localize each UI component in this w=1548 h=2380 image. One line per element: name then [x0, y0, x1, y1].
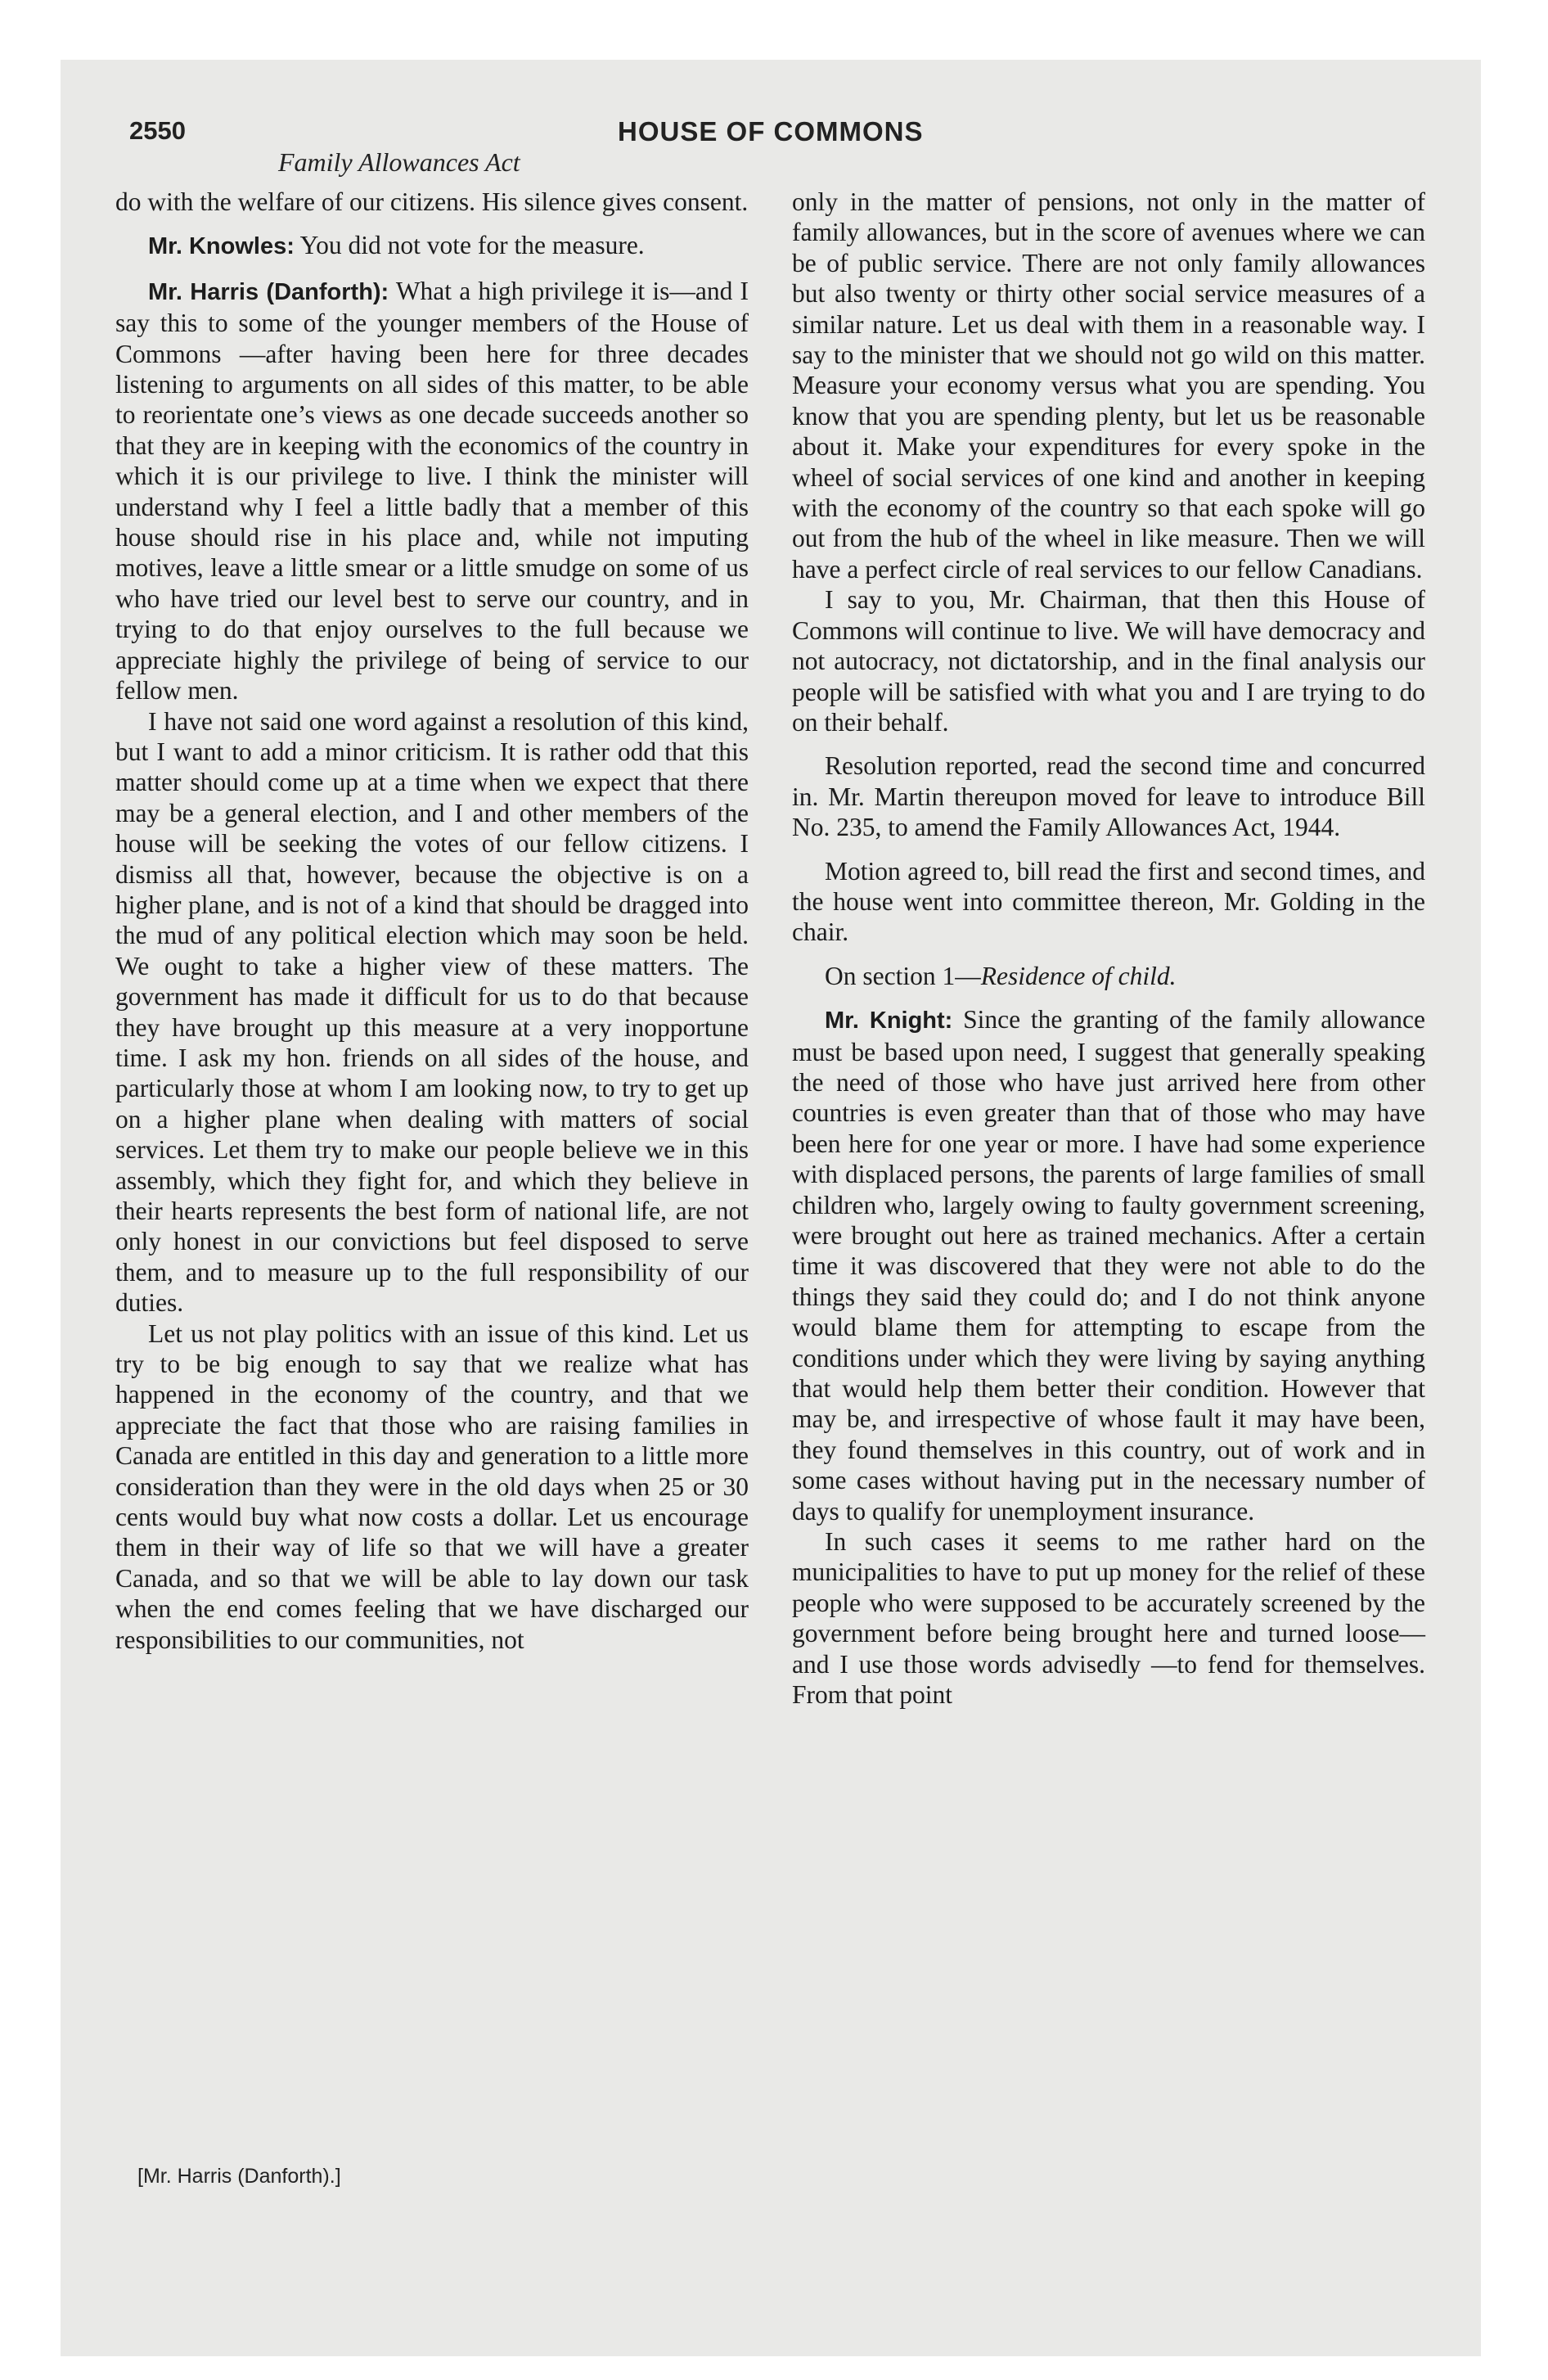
- running-head: HOUSE OF COMMONS: [618, 116, 924, 146]
- right-column: [792, 187, 1425, 1711]
- right-paragraph-7: In such cases it seems to me rather hard on the municipalities to have to put up money for the relief of these people who were supposed to be accurately screened by the government before being brought here and turned loose—and I use those words advisedly —to fend for themselves. From that point: [792, 1527, 1425, 1710]
- left-paragraph-2: [115, 230, 749, 262]
- speech-text: What a high privilege it is—and I say this to some of the younger members of the House of Commons —after having been here for three decades listening to arguments on all sides of this matter, to be able to reorientate one’s views as one decade succeeds another so that they are in keeping with the economics of the country in which it is our privilege to live. I think the minister will understand why I feel a little badly that a member of this house should rise in his place and, while not imputing motives, leave a little smear or a little smudge on some of us who have tried our level best to serve our country, and in trying to do that enjoy ourselves to the full because we appreciate highly the privilege of being of service to our fellow men.: [115, 276, 749, 705]
- speech-text: You did not vote for the measure.: [294, 231, 645, 260]
- right-paragraph-1: only in the matter of pensions, not only in the matter of family allowances, but in the score of avenues where we can be of public service. There are not only family allowances but also twenty or thirty other social service measures of a similar nature. Let us deal with them in a reasonable way. I say to the minister that we should not go wild on this matter. Measure your economy versus what you are spending. You know that you are spending plenty, but let us be reasonable about it. Make your expenditures for every spoke in the wheel of social services of one kind and another in keeping with the economy of the country so that each spoke will go out from the hub of the wheel in like measure. Then we will have a perfect circle of real services to our fellow Canadians.: [792, 187, 1425, 584]
- left-paragraph-4: I have not said one word against a resolution of this kind, but I want to add a minor criticism. It is rather odd that this matter should come up at a time when we expect that there may be a general election, and I and other members of the house will be seeking the votes of our fellow citizens. I dismiss all that, however, because the objective is on a higher plane, and is not of a kind that should be dragged into the mud of any political election which may soon be held. We ought to take a higher view of these matters. The government has made it difficult for us to do that because they have brought up this measure at a very inopportune time. I ask my hon. friends on all sides of the house, and particularly those at whom I am looking now, to try to get up on a higher plane when dealing with matters of social services. Let them try to make our people believe we in this assembly, which they fight for, and which they believe in their hearts represents the best form of national life, are not only honest in our convictions but feel disposed to serve them, and to measure up to the full responsibility of our duties.: [115, 706, 749, 1318]
- left-paragraph-3: [115, 276, 749, 706]
- speaker-name: Mr. Knight:: [825, 1007, 953, 1034]
- speaker-name: Mr. Knowles:: [148, 233, 295, 260]
- left-paragraph-5: Let us not play politics with an issue of this kind. Let us try to be big enough to say that we realize what has happened in the economy of the country, and that we appreciate the fact that those who are raising families in Canada are entitled in this day and generation to a little more consideration than they were in the old days when 25 or 30 cents would buy what now costs a dollar. Let us encourage them in their way of life so that we will have a greater Canada, and so that we will be able to lay down our task when the end comes feeling that we have discharged our responsibilities to our communities, not: [115, 1318, 749, 1654]
- page-number: 2550: [129, 116, 186, 145]
- footer-note: [Mr. Harris (Danforth).]: [137, 2165, 341, 2188]
- right-paragraph-5: [792, 961, 1425, 991]
- section-title: Residence of child.: [980, 961, 1177, 990]
- speaker-name: Mr. Harris (Danforth):: [148, 278, 389, 305]
- left-column: [115, 187, 749, 1655]
- section-prefix: On section 1—: [825, 961, 981, 990]
- right-paragraph-2: I say to you, Mr. Chairman, that then this House of Commons will continue to live. We will have democracy and not autocracy, not dictatorship, and in the final analysis our people will be satisfied with what you and I are trying to do on their behalf.: [792, 585, 1425, 737]
- right-paragraph-3: Resolution reported, read the second time and concurred in. Mr. Martin thereupon moved for leave to introduce Bill No. 235, to amend the Family Allowances Act, 1944.: [792, 751, 1425, 842]
- speech-text: Since the granting of the family allowance must be based upon need, I suggest that generally speaking the need of those who have just arrived here from other countries is even greater than that of those who may have been here for one year or more. I have had some experience with displaced persons, the parents of large families of small children who, largely owing to faulty government screening, were brought out here as trained mechanics. After a certain time it was discovered that they were not able to do the things they said they could do; and I do not think anyone would blame them for attempting to escape from the conditions under which they were living by saying anything that would help them better their condition. However that may be, and irrespective of whose fault it may have been, they found themselves in this country, out of work and in some cases without having put in the necessary number of days to qualify for unemployment insurance.: [792, 1005, 1425, 1526]
- right-paragraph-4: Motion agreed to, bill read the first and second times, and the house went into committee thereon, Mr. Golding in the chair.: [792, 856, 1425, 947]
- left-paragraph-1: do with the welfare of our citizens. His silence gives consent.: [115, 187, 749, 216]
- section-subhead: Family Allowances Act: [278, 147, 520, 177]
- right-paragraph-6: [792, 1004, 1425, 1526]
